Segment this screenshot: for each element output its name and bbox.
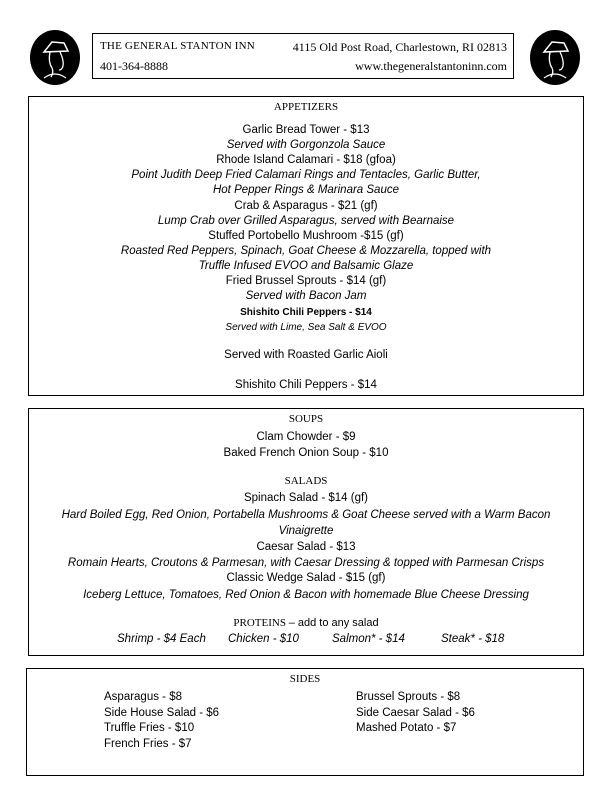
item-description: Iceberg Lettuce, Tomatoes, Red Onion & Bacon with homemade Blue Cheese Dressing xyxy=(83,589,529,601)
phone: 401-364-8888 xyxy=(100,59,168,73)
item-description: Vinaigrette xyxy=(278,525,334,537)
soups-title: SOUPS xyxy=(288,413,324,425)
proteins-subtitle: – add to any salad xyxy=(288,617,379,629)
appetizers-title: APPETIZERS xyxy=(273,101,339,113)
protein-item: Chicken - $10 xyxy=(228,633,299,645)
item-description: Romain Hearts, Croutons & Parmesan, with Caesar Dressing & topped with Parmesan Crisps xyxy=(67,557,545,569)
header-box xyxy=(92,33,514,79)
item-description: Served with Roasted Garlic Aioli xyxy=(224,349,388,361)
menu-item: Rhode Island Calamari - $18 (gfoa) xyxy=(216,154,396,166)
item-description: Served with Lime, Sea Salt & EVOO xyxy=(225,322,387,333)
sides-right-column xyxy=(356,690,475,737)
sides-title: SIDES xyxy=(289,673,321,685)
side-item: French Fries - $7 xyxy=(104,737,192,750)
salads-title: SALADS xyxy=(284,475,328,487)
item-description: Lump Crab over Grilled Asparagus, served with Bearnaise xyxy=(157,215,455,227)
menu-item: Crab & Asparagus - $21 (gf) xyxy=(234,200,378,212)
protein-item: Shrimp - $4 Each xyxy=(117,633,206,645)
menu-item: Shishito Chili Peppers - $14 xyxy=(240,307,372,318)
soups-salads-box xyxy=(28,408,584,656)
item-description: Truffle Infused EVOO and Balsamic Glaze xyxy=(198,260,414,272)
left-logo xyxy=(30,30,80,85)
menu-item: Caesar Salad - $13 xyxy=(256,541,356,553)
side-item: Truffle Fries - $10 xyxy=(104,722,195,734)
menu-item: Classic Wedge Salad - $15 (gf) xyxy=(226,572,386,584)
menu-item: Garlic Bread Tower - $13 xyxy=(242,124,370,136)
right-logo xyxy=(530,30,580,85)
side-item: Side Caesar Salad - $6 xyxy=(356,706,475,719)
menu-item: Spinach Salad - $14 (gf) xyxy=(243,492,369,504)
item-description: Served with Gorgonzola Sauce xyxy=(226,139,386,151)
menu-item: Baked French Onion Soup - $10 xyxy=(223,447,389,459)
item-description: Served with Bacon Jam xyxy=(245,290,367,302)
menu-item: Shishito Chili Peppers - $14 xyxy=(235,379,377,391)
side-item: Mashed Potato - $7 xyxy=(356,722,457,734)
proteins-title: PROTEINS xyxy=(233,617,286,629)
address: 4115 Old Post Road, Charlestown, RI 02813 xyxy=(292,40,507,54)
side-item: Side House Salad - $6 xyxy=(104,706,220,719)
menu-item: Stuffed Portobello Mushroom -$15 (gf) xyxy=(208,230,404,242)
protein-item: Steak* - $18 xyxy=(441,633,505,645)
item-description: Hot Pepper Rings & Marinara Sauce xyxy=(212,184,399,196)
item-description: Point Judith Deep Fried Calamari Rings and Tentacles, Garlic Butter, xyxy=(131,169,481,181)
item-description: Roasted Red Peppers, Spinach, Goat Cheese & Mozzarella, topped with xyxy=(120,245,492,257)
sides-left-column xyxy=(104,690,219,752)
side-item: Brussel Sprouts - $8 xyxy=(356,691,461,703)
menu-item: Fried Brussel Sprouts - $14 (gf) xyxy=(225,275,387,287)
appetizers-box xyxy=(28,96,584,396)
item-description: Hard Boiled Egg, Red Onion, Portabella Mushrooms & Goat Cheese served with a Warm Bacon xyxy=(61,509,551,521)
website: www.thegeneralstantoninn.com xyxy=(355,59,507,73)
protein-item: Salmon* - $14 xyxy=(332,633,405,645)
proteins-heading xyxy=(29,617,583,629)
sides-box xyxy=(26,668,584,776)
side-item: Asparagus - $8 xyxy=(104,691,182,703)
restaurant-name: THE GENERAL STANTON INN xyxy=(100,40,255,52)
menu-item: Clam Chowder - $9 xyxy=(256,431,356,443)
